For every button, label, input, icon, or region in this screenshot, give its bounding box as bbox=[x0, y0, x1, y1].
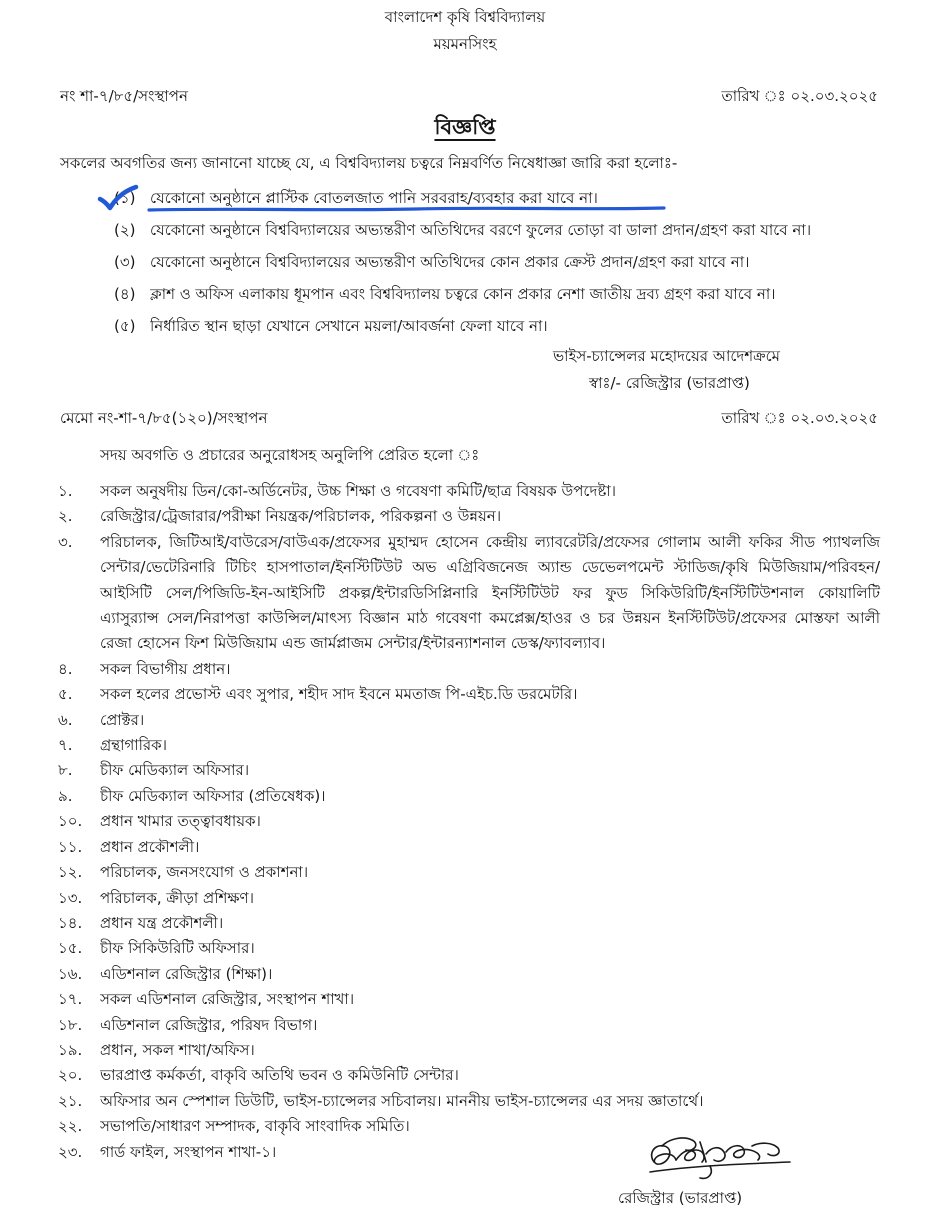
recipient-text: সকল হলের প্রভোস্ট এবং সুপার, শহীদ সাদ ইবনে মমতাজ পি-এইচ.ডি ডরমেটরি। bbox=[100, 685, 578, 704]
prohibition-number: (১) bbox=[114, 189, 136, 207]
order-signature-block bbox=[553, 343, 913, 397]
memo-ref-number: মেমো নং-শা-৭/৮৫(১২০)/সংস্থাপন bbox=[60, 409, 268, 427]
recipient-text: প্রধান, সকল শাখা/অফিস। bbox=[100, 1040, 255, 1059]
prohibition-text: যেকোনো অনুষ্ঠানে প্লাস্টিক বোতলজাত পানি সরবরাহ/ব্যবহার করা যাবে না। bbox=[150, 189, 598, 207]
memo-date: তারিখ ঃ ০২.০৩.২০২৫ bbox=[721, 409, 878, 427]
recipient-text: চীফ মেডিক্যাল অফিসার। bbox=[100, 761, 250, 780]
notice-title: বিজ্ঞপ্তি bbox=[434, 115, 496, 139]
recipient-item bbox=[58, 936, 880, 961]
order-line: ভাইস-চ্যান্সেলর মহোদয়ের আদেশক্রমে bbox=[553, 347, 780, 365]
recipient-item bbox=[58, 682, 880, 707]
recipient-text: সকল বিভাগীয় প্রধান। bbox=[100, 659, 231, 678]
prohibition-number: (৩) bbox=[114, 253, 136, 271]
prohibition-item bbox=[114, 218, 904, 250]
recipient-text: রেজিস্ট্রার/ট্রেজারার/পরীক্ষা নিয়ন্ত্রক/পরিচালক, পরিকল্পনা ও উন্নয়ন। bbox=[100, 507, 502, 526]
recipient-item bbox=[58, 987, 880, 1012]
recipient-number: ৭. bbox=[58, 736, 73, 755]
prohibition-text: যেকোনো অনুষ্ঠানে বিশ্ববিদ্যালয়ের অভ্যন্তরীণ অতিথিদের কোন প্রকার ক্রেস্ট প্রদান/গ্রহণ করা যাবে না। bbox=[150, 253, 750, 271]
recipient-item bbox=[58, 504, 880, 529]
recipient-text: সকল এডিশনাল রেজিস্ট্রার, সংস্থাপন শাখা। bbox=[100, 990, 355, 1009]
notice-intro: সকলের অবগতির জন্য জানানো যাচ্ছে যে, এ বিশ্ববিদ্যালয় চত্বরে নিম্নবর্ণিত নিষেধাজ্ঞা জারি করা হলোঃ- bbox=[60, 154, 678, 172]
notice-title-wrap bbox=[0, 111, 930, 146]
notice-date: তারিখ ঃ ০২.০৩.২০২৫ bbox=[721, 87, 878, 105]
recipient-text: অফিসার অন স্পেশাল ডিউটি, ভাইস-চ্যান্সেলর সচিবালয়। মাননীয় ভাইস-চ্যান্সেলর এর সদয় জ্ঞাতার্থে। bbox=[100, 1091, 704, 1110]
prohibition-text: নির্ধারিত স্থান ছাড়া যেখানে সেখানে ময়লা/আবর্জনা ফেলা যাবে না। bbox=[150, 317, 548, 335]
recipient-number: ২. bbox=[58, 507, 73, 526]
recipient-text: গ্রন্থাগারিক। bbox=[100, 736, 168, 755]
recipient-number: ১৭. bbox=[58, 990, 83, 1009]
recipient-item bbox=[58, 657, 880, 682]
notice-ref-number: নং শা-৭/৮৫/সংস্থাপন bbox=[60, 87, 188, 105]
recipient-item bbox=[58, 479, 880, 504]
prohibition-number: (৪) bbox=[114, 285, 136, 303]
recipient-text: প্রধান খামার তত্ত্বাবধায়ক। bbox=[100, 812, 261, 831]
recipient-text: পরিচালক, জনসংযোগ ও প্রকাশনা। bbox=[100, 863, 309, 882]
recipient-item bbox=[58, 1038, 880, 1063]
prohibition-number: (২) bbox=[114, 221, 136, 239]
registrar-signature bbox=[640, 1132, 800, 1188]
prohibition-item bbox=[114, 314, 904, 346]
prohibition-text: যেকোনো অনুষ্ঠানে বিশ্ববিদ্যালয়ের অভ্যন্তরীণ অতিথিদের বরণে ফুলের তোড়া বা ডালা প্রদান/গ্রহণ করা যাবে না। bbox=[150, 221, 812, 239]
recipient-item bbox=[58, 886, 880, 911]
recipient-number: ৫. bbox=[58, 685, 73, 704]
recipient-item bbox=[58, 758, 880, 783]
prohibition-text: ক্লাশ ও অফিস এলাকায় ধূমপান এবং বিশ্ববিদ্যালয় চত্বরে কোন প্রকার নেশা জাতীয় দ্রব্য গ্রহণ করা যাবে না। bbox=[150, 285, 776, 303]
recipient-text: এডিশনাল রেজিস্ট্রার, পরিষদ বিভাগ। bbox=[100, 1015, 318, 1034]
university-city: ময়মনসিংহ bbox=[433, 35, 497, 53]
recipient-number: ১৫. bbox=[58, 939, 83, 958]
recipient-item bbox=[58, 860, 880, 885]
recipient-number: ১২. bbox=[58, 863, 83, 882]
recipient-text: প্রধান প্রকৌশলী। bbox=[100, 837, 200, 856]
university-name: বাংলাদেশ কৃষি বিশ্ববিদ্যালয় bbox=[384, 8, 546, 26]
recipient-item bbox=[58, 835, 880, 860]
recipient-number: ৯. bbox=[58, 786, 73, 805]
notice-ref-line bbox=[60, 84, 878, 108]
signed-by-line: স্বাঃ/- রেজিস্ট্রার (ভারপ্রাপ্ত) bbox=[589, 374, 750, 392]
recipient-number: ১৪. bbox=[58, 913, 83, 932]
recipient-item bbox=[58, 733, 880, 758]
recipient-number: ২০. bbox=[58, 1066, 83, 1085]
recipient-text: ভারপ্রাপ্ত কর্মকর্তা, বাকৃবি অতিথি ভবন ও কমিউনিটি সেন্টার। bbox=[100, 1066, 459, 1085]
copy-recipient-list bbox=[58, 479, 880, 1165]
recipient-text: চীফ সিকিউরিটি অফিসার। bbox=[100, 939, 255, 958]
recipient-number: ১৯. bbox=[58, 1040, 83, 1059]
recipient-text: পরিচালক, ক্রীড়া প্রশিক্ষণ। bbox=[100, 888, 254, 907]
recipient-number: ১৩. bbox=[58, 888, 83, 907]
recipient-text: গার্ড ফাইল, সংস্থাপন শাখা-১। bbox=[100, 1142, 277, 1161]
recipient-text: পরিচালক, জিটিআই/​বাউরেস/​বাউএক/​প্রফেসর মুহাম্মদ হোসেন কেন্দ্রীয় ল্যাবরেটরি/​প্রফেসর গোলাম আলী ফকির সীড প্যাথলজি সেন্টার/​ভেটেরিনারি টিচিং হাসপাতাল/​ইনস্টিটিউট অভ এগ্রিবিজনেজ অ্যান্ড ডেভেলপমেন্ট স্টাডিজ/​কৃষি মিউজিয়াম/​পরিবহন/​আইসিটি সেল/​পিজিডি-ইন-আইসিটি প্রকল্প/​ইন্টারডিসিপ্লিনারি ইনস্টিটিউট ফর ফুড সিকিউরিটি/​ইনস্টিটিউশনাল কোয়ালিটি এ্যাসুর‍্যান্স সেল/​নিরাপত্তা কাউন্সিল/​মাৎস্য বিজ্ঞান মাঠ গবেষণা কমপ্লেক্স/​হাওর ও চর উন্নয়ন ইনস্টিটিউট/​প্রফেসর মোস্তফা আলী রেজা হোসেন ফিশ মিউজিয়াম এন্ড জার্মপ্লাজম সেন্টার/​ইন্টারন্যাশনাল ডেস্ক/​ফ্যাবল্যাব। bbox=[100, 532, 880, 653]
recipient-item bbox=[58, 708, 880, 733]
recipient-number: ১৬. bbox=[58, 964, 83, 983]
recipient-item bbox=[58, 809, 880, 834]
recipient-number: ৪. bbox=[58, 659, 73, 678]
recipient-number: ১. bbox=[58, 482, 73, 500]
recipient-number: ১৮. bbox=[58, 1015, 83, 1034]
checkmark-icon bbox=[96, 184, 140, 212]
recipient-text: প্রোক্টর। bbox=[100, 710, 145, 729]
recipient-number: ২১. bbox=[58, 1091, 83, 1110]
recipient-number: ২৩. bbox=[58, 1142, 83, 1161]
recipient-text: এডিশনাল রেজিস্ট্রার (শিক্ষা)। bbox=[100, 964, 273, 983]
recipient-number: ২২. bbox=[58, 1117, 83, 1136]
recipient-item bbox=[58, 784, 880, 809]
recipient-item bbox=[58, 962, 880, 987]
recipient-text: প্রধান যন্ত্র প্রকৌশলী। bbox=[100, 913, 224, 932]
copy-to-intro: সদয় অবগতি ও প্রচারের অনুরোধসহ অনুলিপি প্রেরিত হলো ঃ bbox=[100, 446, 480, 464]
registrar-title: রেজিস্ট্রার (ভারপ্রাপ্ত) bbox=[618, 1189, 743, 1207]
recipient-text: চীফ মেডিক্যাল অফিসার (প্রতিষেধক)। bbox=[100, 786, 326, 805]
recipient-item bbox=[58, 1013, 880, 1038]
recipient-number: ১০. bbox=[58, 812, 83, 831]
recipient-item bbox=[58, 911, 880, 936]
recipient-number: ৮. bbox=[58, 761, 73, 780]
recipient-text: সভাপতি/সাধারণ সম্পাদক, বাকৃবি সাংবাদিক সমিতি। bbox=[100, 1117, 410, 1136]
prohibition-item bbox=[114, 282, 904, 314]
recipient-number: ৬. bbox=[58, 710, 73, 729]
recipient-item bbox=[58, 1089, 880, 1114]
recipient-number: ১১. bbox=[58, 837, 83, 856]
recipient-text: সকল অনুষদীয় ডিন/কো-অর্ডিনেটর, উচ্চ শিক্ষা ও গবেষণা কমিটি/ছাত্র বিষয়ক উপদেষ্টা। bbox=[100, 482, 617, 500]
recipient-number: ৩. bbox=[58, 532, 73, 551]
highlight-underline bbox=[146, 203, 668, 217]
memo-ref-line bbox=[60, 406, 878, 430]
recipient-item bbox=[58, 1063, 880, 1088]
prohibition-item bbox=[114, 250, 904, 282]
prohibition-number: (৫) bbox=[114, 317, 136, 335]
letterhead bbox=[0, 4, 930, 58]
recipient-item bbox=[58, 530, 880, 657]
